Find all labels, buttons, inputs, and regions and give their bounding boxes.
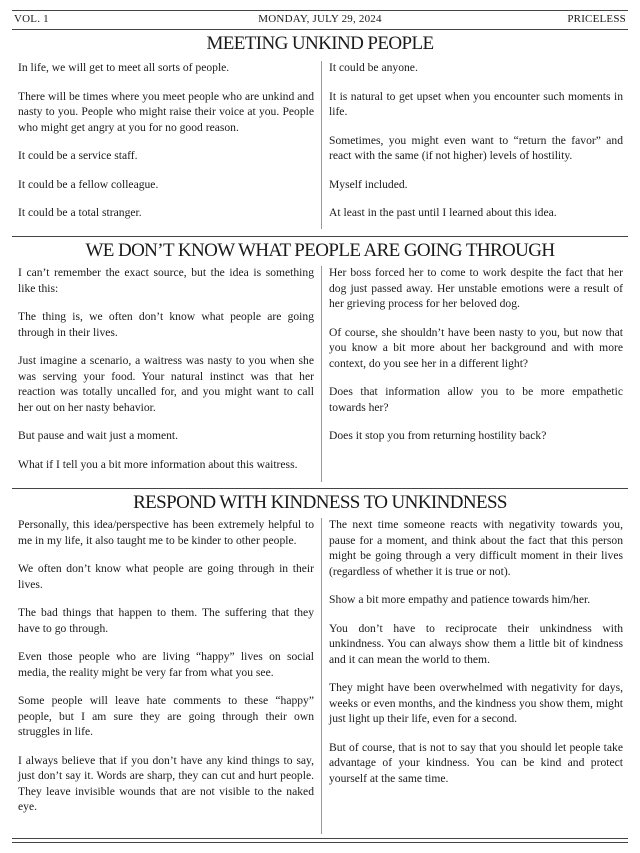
paragraph: But pause and wait just a moment. bbox=[18, 429, 179, 442]
masthead-bottom-rule bbox=[12, 29, 628, 30]
section-rule bbox=[12, 236, 628, 237]
paragraph: There will be times where you meet people who are unkind and nasty to you. People who might raise their voice at you. People who might get angry at you for no good reason. bbox=[18, 89, 314, 134]
paragraph: Some people will leave hate comments to these “happy” people, but I am sure they are going through their own struggles in life. bbox=[18, 694, 314, 738]
volume-label: VOL. 1 bbox=[14, 13, 49, 25]
article-respond-with-kindness bbox=[12, 492, 628, 837]
section-headline: MEETING UNKIND PEOPLE bbox=[206, 33, 434, 54]
right-column bbox=[329, 517, 623, 799]
section-rule bbox=[12, 488, 628, 489]
paragraph: Of course, she shouldn’t have been nasty to you, but now that you know a bit more about her background and with more context, do you see her in a different light? bbox=[329, 325, 623, 370]
paragraph: Sometimes, you might even want to “return the favor” and react with the same (if not higher) levels of hostility. bbox=[329, 133, 623, 162]
column-divider bbox=[321, 61, 322, 229]
article-meeting-unkind-people bbox=[12, 33, 628, 233]
paragraph: Does it stop you from returning hostility back? bbox=[329, 429, 547, 442]
paragraph: It could be a service staff. bbox=[18, 149, 138, 162]
section-headline: WE DON’T KNOW WHAT PEOPLE ARE GOING THROUGH bbox=[85, 240, 555, 261]
paragraph: Just imagine a scenario, a waitress was nasty to you when she was serving your food. Your natural instinct was that her reaction was totally uncalled for, and you might want to call her out on her nasty behavior. bbox=[18, 354, 314, 414]
paragraph: The thing is, we often don’t know what people are going through in their lives. bbox=[18, 310, 314, 339]
paragraph: In life, we will get to meet all sorts of people. bbox=[18, 61, 230, 74]
masthead bbox=[12, 10, 628, 30]
paragraph: Myself included. bbox=[329, 177, 408, 191]
bottom-rule bbox=[12, 838, 628, 839]
masthead-top-rule bbox=[12, 10, 628, 11]
paragraph: But of course, that is not to say that you should let people take advantage of your kindness. You can be kind and protect yourself at the same time. bbox=[329, 740, 623, 785]
paragraph: It could be a fellow colleague. bbox=[18, 177, 159, 191]
paragraph: It could be a total stranger. bbox=[18, 206, 142, 219]
paragraph: They might have been overwhelmed with negativity for days, weeks or even months, and the kindness you show them, might just light up their life, even for a second. bbox=[329, 681, 623, 725]
paragraph: We often don’t know what people are going through in their lives. bbox=[18, 562, 314, 591]
price-label: PRICELESS bbox=[567, 13, 626, 25]
column-divider bbox=[321, 266, 322, 482]
issue-date: MONDAY, JULY 29, 2024 bbox=[258, 13, 382, 25]
right-column bbox=[329, 60, 623, 234]
left-column bbox=[18, 265, 314, 485]
paragraph: Show a bit more empathy and patience towards him/her. bbox=[329, 593, 591, 606]
left-column bbox=[18, 517, 314, 828]
paragraph: It is natural to get upset when you encounter such moments in life. bbox=[329, 89, 623, 118]
article-we-dont-know bbox=[12, 240, 628, 485]
paragraph: Her boss forced her to come to work despite the fact that her dog just passed away. Her unstable emotions were a result of her grieving process for her beloved dog. bbox=[329, 266, 623, 310]
paragraph: I can’t remember the exact source, but the idea is something like this: bbox=[18, 266, 314, 295]
section-headline: RESPOND WITH KINDNESS TO UNKINDNESS bbox=[133, 492, 507, 513]
paragraph: I always believe that if you don’t have any kind things to say, just don’t say it. Words are sharp, they can cut and hurt people. They leave invisible wounds that are not visible to the naked eye. bbox=[18, 753, 314, 813]
right-column bbox=[329, 265, 623, 457]
column-divider bbox=[321, 518, 322, 834]
paragraph: What if I tell you a bit more information about this waitress. bbox=[18, 457, 298, 471]
paragraph: You don’t have to reciprocate their unkindness with unkindness. You can always show them a little bit of kindness and it can mean the world to them. bbox=[329, 621, 623, 666]
paragraph: Even those people who are living “happy” lives on social media, the reality might be very far from what you see. bbox=[18, 650, 314, 679]
paragraph: The next time someone reacts with negativity towards you, pause for a moment, and think about the fact that this person might be going through a very difficult moment in their lives (regardless of whether it is true or not). bbox=[329, 518, 623, 578]
paragraph: It could be anyone. bbox=[329, 61, 418, 74]
left-column bbox=[18, 60, 314, 234]
paragraph: At least in the past until I learned about this idea. bbox=[329, 206, 557, 219]
paragraph: The bad things that happen to them. The suffering that they have to go through. bbox=[18, 606, 314, 635]
paragraph: Does that information allow you to be more empathetic towards her? bbox=[329, 385, 623, 414]
paragraph: Personally, this idea/perspective has been extremely helpful to me in my life, it also taught me to be kinder to other people. bbox=[18, 518, 314, 547]
bottom-rule-double bbox=[12, 842, 628, 843]
